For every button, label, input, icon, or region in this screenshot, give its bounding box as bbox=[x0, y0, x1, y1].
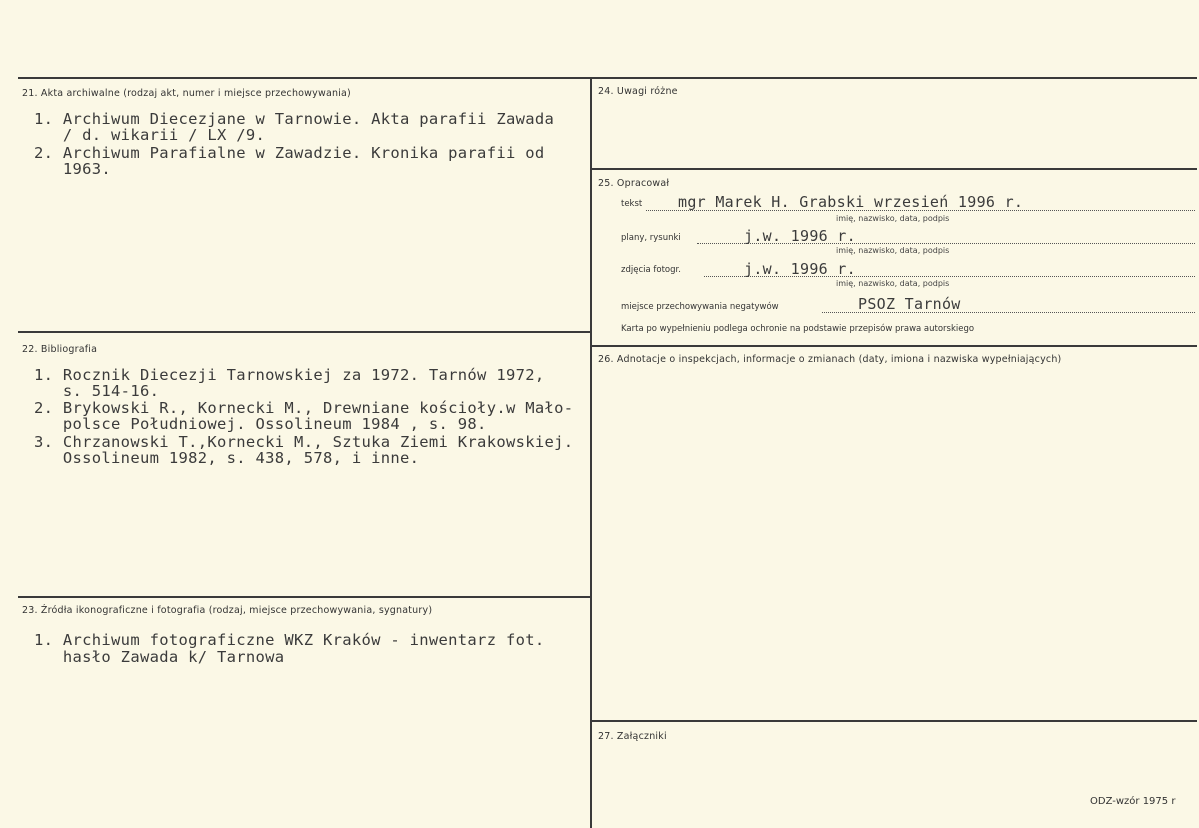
rule-23 bbox=[18, 596, 590, 598]
section-21-entry: 1963. bbox=[34, 160, 112, 178]
section-22-entry: Ossolineum 1982, s. 438, 578, i inne. bbox=[34, 449, 420, 467]
plany-caption: imię, nazwisko, data, podpis bbox=[836, 246, 950, 255]
section-22-entry: 1. Rocznik Diecezji Tarnowskiej za 1972. Tarnów 1972, bbox=[34, 366, 545, 384]
negatywy-value: PSOZ Tarnów bbox=[858, 295, 961, 313]
section-23-entry: hasło Zawada k/ Tarnowa bbox=[34, 648, 285, 666]
rule-27 bbox=[592, 720, 1197, 722]
tekst-value: mgr Marek H. Grabski wrzesień 1996 r. bbox=[678, 193, 1024, 211]
section-26-heading: 26. Adnotacje o inspekcjach, informacje o zmianach (daty, imiona i nazwiska wypełniających) bbox=[598, 354, 1062, 365]
plany-label: plany, rysunki bbox=[621, 233, 681, 243]
section-22-entry: 2. Brykowski R., Kornecki M., Drewniane kościoły.w Mało- bbox=[34, 399, 574, 417]
tekst-caption: imię, nazwisko, data, podpis bbox=[836, 214, 950, 223]
section-25-heading: 25. Opracował bbox=[598, 178, 670, 189]
copyright-note: Karta po wypełnieniu podlega ochronie na podstawie przepisów prawa autorskiego bbox=[621, 324, 975, 334]
section-27-heading: 27. Załączniki bbox=[598, 731, 667, 742]
zdjecia-caption: imię, nazwisko, data, podpis bbox=[836, 279, 950, 288]
rule-26 bbox=[592, 345, 1197, 347]
plany-value: j.w. 1996 r. bbox=[744, 227, 856, 245]
section-24-heading: 24. Uwagi różne bbox=[598, 86, 678, 97]
section-21-entry: / d. wikarii / LX /9. bbox=[34, 126, 266, 144]
section-23-entry: 1. Archiwum fotograficzne WKZ Kraków - inwentarz fot. bbox=[34, 631, 545, 649]
zdjecia-label: zdjęcia fotogr. bbox=[621, 265, 681, 275]
section-22-entry: s. 514-16. bbox=[34, 382, 160, 400]
rule-22 bbox=[18, 331, 590, 333]
form-code-footer: ODZ-wzór 1975 r bbox=[1090, 796, 1176, 807]
section-21-entry: 1. Archiwum Diecezjane w Tarnowie. Akta parafii Zawada bbox=[34, 110, 555, 128]
section-22-entry: polsce Południowej. Ossolineum 1984 , s. 98. bbox=[34, 415, 487, 433]
section-21-heading: 21. Akta archiwalne (rodzaj akt, numer i miejsce przechowywania) bbox=[22, 88, 351, 99]
section-22-heading: 22. Bibliografia bbox=[22, 344, 98, 355]
zdjecia-value: j.w. 1996 r. bbox=[744, 260, 856, 278]
section-22-entry: 3. Chrzanowski T.,Kornecki M., Sztuka Ziemi Krakowskiej. bbox=[34, 433, 574, 451]
section-23-heading: 23. Źródła ikonograficzne i fotografia (rodzaj, miejsce przechowywania, sygnatury) bbox=[22, 605, 433, 616]
top-rule bbox=[18, 77, 1197, 79]
rule-25 bbox=[592, 168, 1197, 170]
section-21-entry: 2. Archiwum Parafialne w Zawadzie. Kronika parafii od bbox=[34, 144, 545, 162]
negatywy-label: miejsce przechowywania negatywów bbox=[621, 302, 779, 312]
center-divider bbox=[590, 77, 592, 828]
tekst-label: tekst bbox=[621, 199, 643, 209]
